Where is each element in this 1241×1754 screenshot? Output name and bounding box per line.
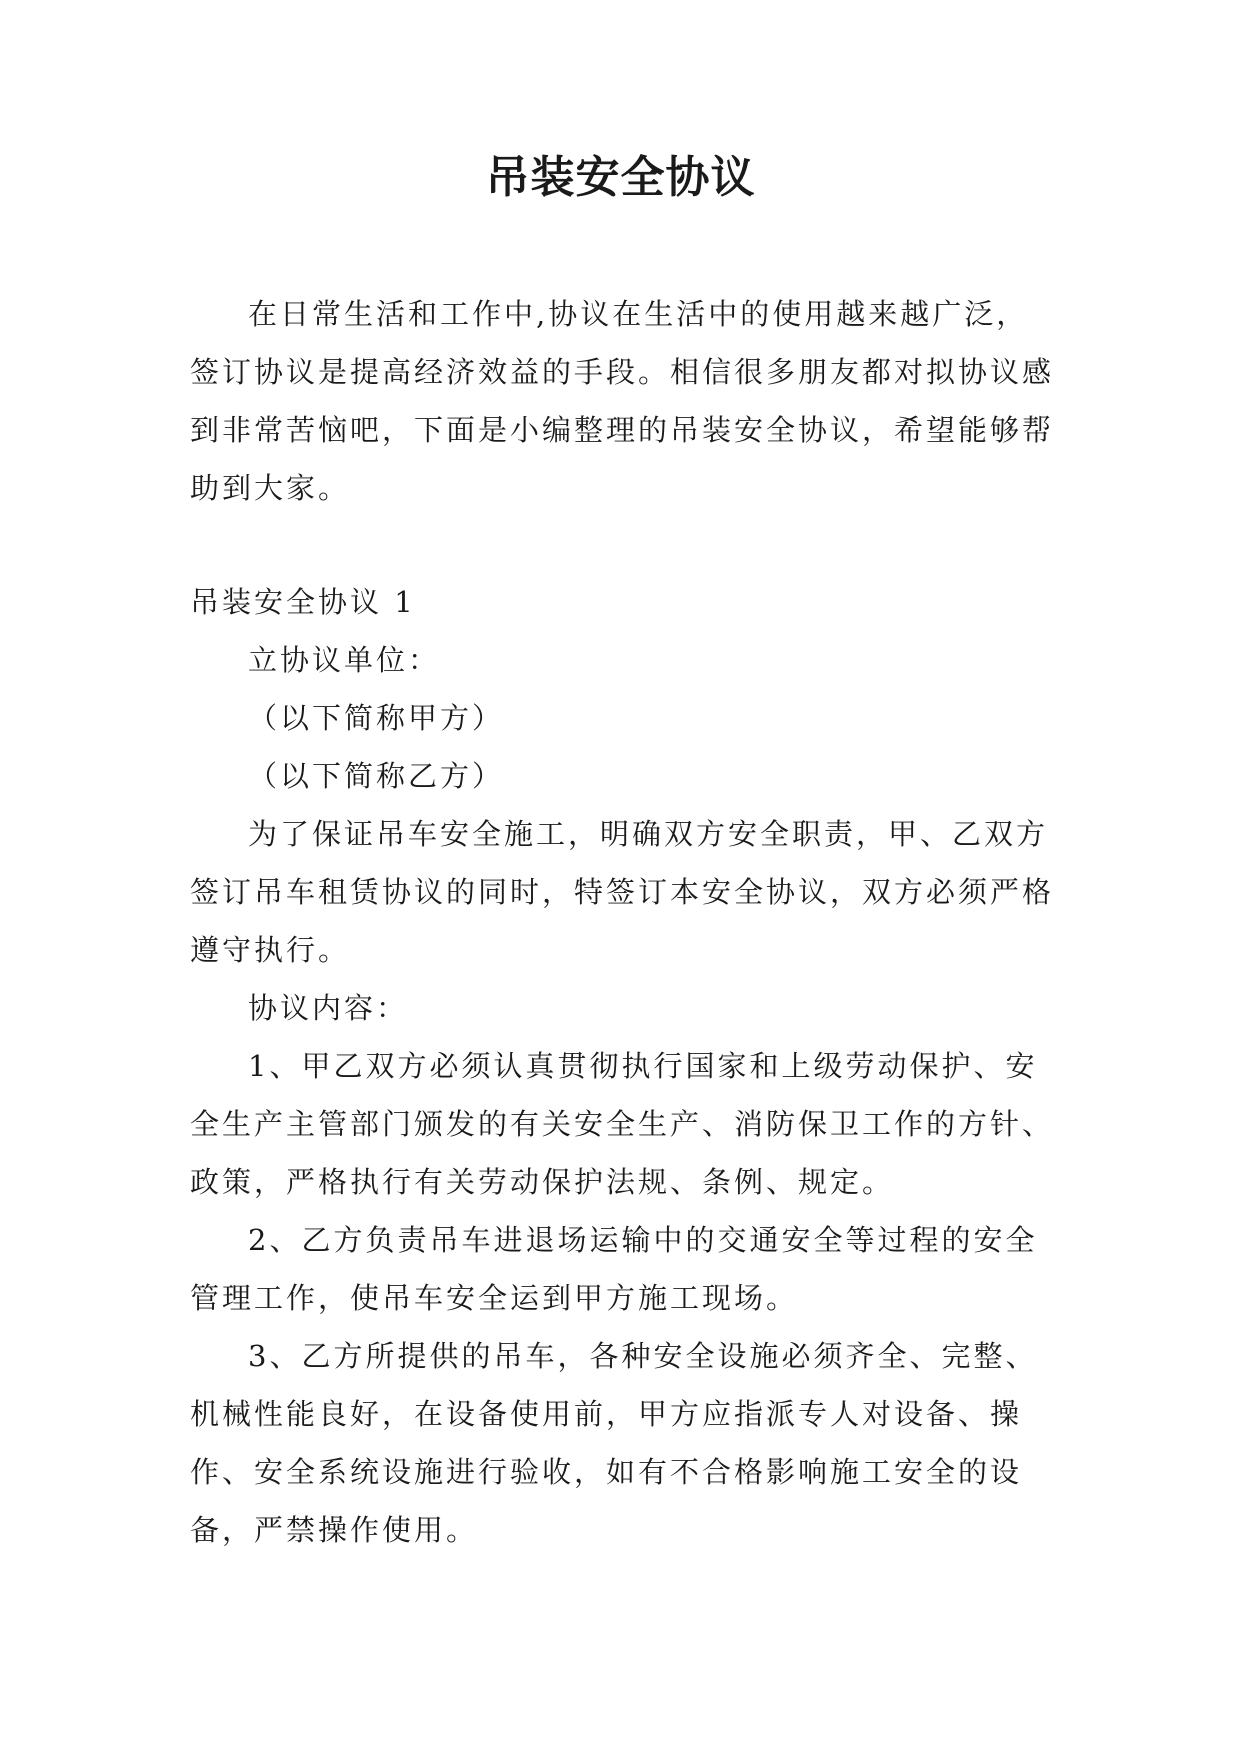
party-b-line: （以下简称乙方） [248,759,505,793]
parties-label: 立协议单位： [248,643,441,677]
purpose-paragraph: 为了保证吊车安全施工，明确双方安全职责，甲、乙双方签订吊车租赁协议的同时，特签订本安全协议，双方必须严格遵守执行。 [190,817,1055,967]
party-a-line: （以下简称甲方） [248,701,505,735]
content-label: 协议内容： [248,991,409,1025]
clause-paragraph: 3、乙方所提供的吊车，各种安全设施必须齐全、完整、机械性能良好，在设备使用前，甲方应指派专人对设备、操作、安全系统设施进行验收，如有不合格影响施工安全的设备，严禁操作使用。 [190,1339,1038,1547]
section-heading: 吊装安全协议 1 [190,585,416,619]
document-body [190,285,1056,1559]
document-title: 吊装安全协议 [485,152,756,203]
clause-paragraph: 2、乙方负责吊车进退场运输中的交通安全等过程的安全管理工作，使吊车安全运到甲方施工现场。 [190,1223,1038,1315]
intro-paragraph: 在日常生活和工作中,协议在生活中的使用越来越广泛，签订协议是提高经济效益的手段。相信很多朋友都对拟协议感到非常苦恼吧，下面是小编整理的吊装安全协议，希望能够帮助到大家。 [190,297,1055,505]
clause-paragraph: 1、甲乙双方必须认真贯彻执行国家和上级劳动保护、安全生产主管部门颁发的有关安全生产、消防保卫工作的方针、政策，严格执行有关劳动保护法规、条例、规定。 [190,1049,1055,1199]
